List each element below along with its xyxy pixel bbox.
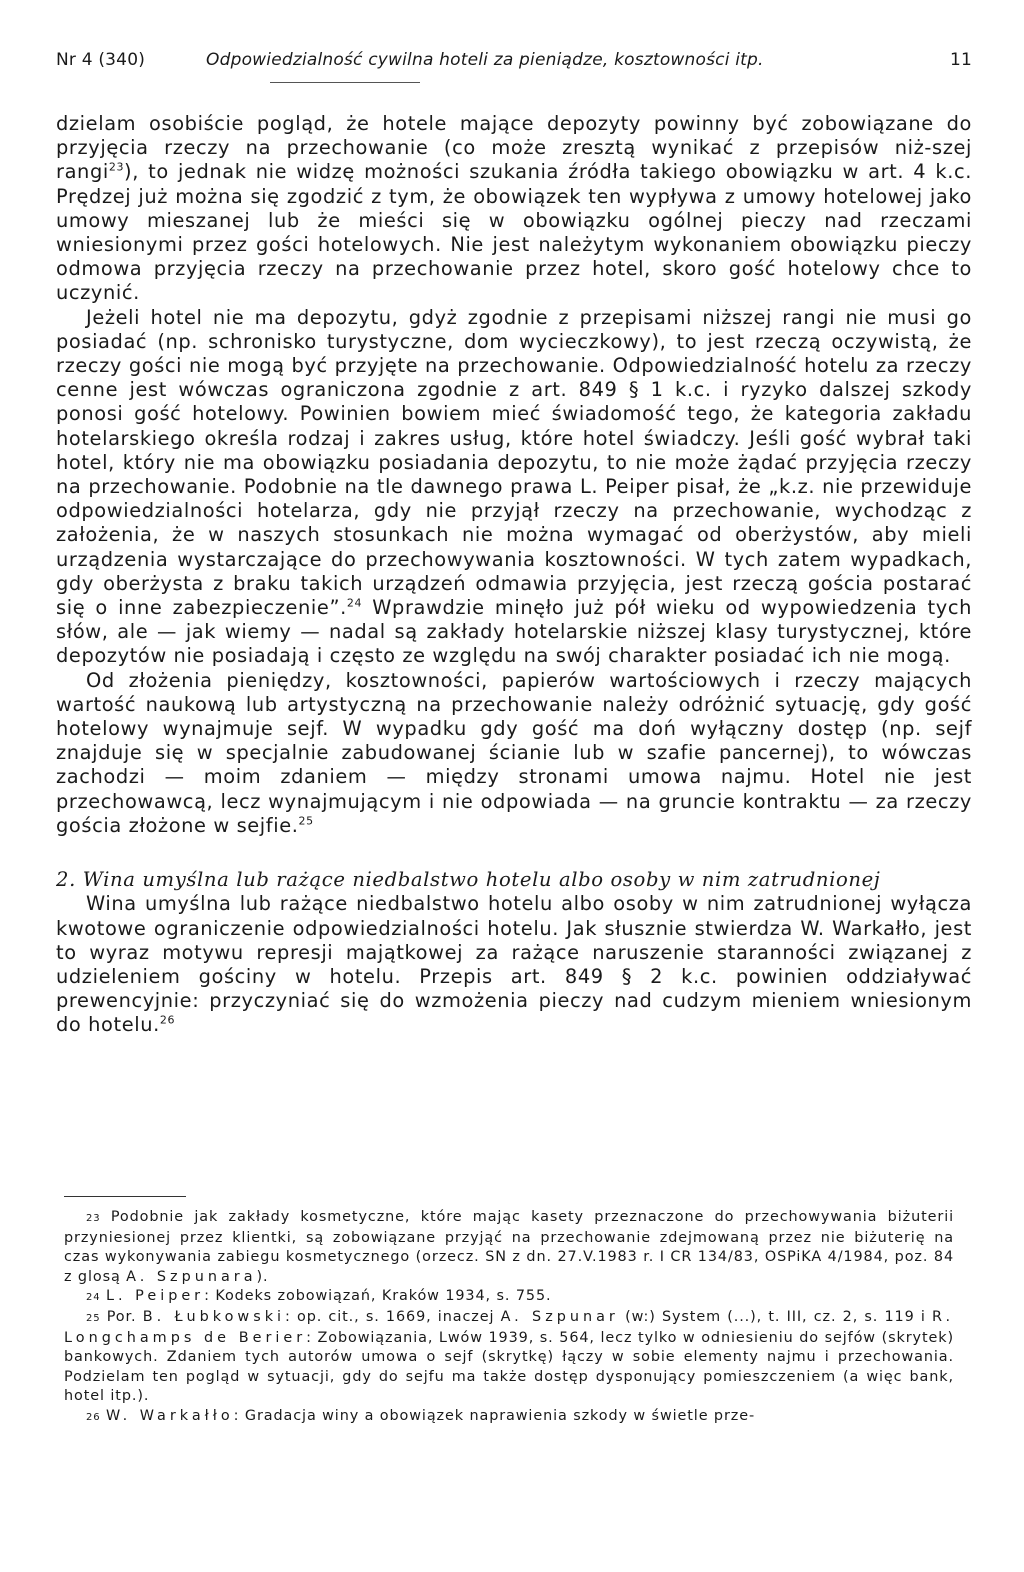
running-title: Odpowiedzialność cywilna hoteli za pieniądze, kosztowności itp. (206, 50, 764, 70)
footnote-author: A. Szpunar (500, 1308, 619, 1325)
footnote-24: 24 L. Peiper: Kodeks zobowiązań, Kraków 1934, s. 755. (86, 1288, 552, 1305)
footnote-author: B. Łubkowski (142, 1308, 286, 1325)
footnote-25: 25 Por. B. Łubkowski: op. cit., s. 1669, inaczej A. Szpunar (w:) System (...), t. III, cz. 2, s. 119 i R. Longchamps de Berier: Zobowiązania, Lwów 1939, s. 564, lecz tylko w odniesieniu do sejfów (skrytek) bankowych. Zdaniem tych autorów umowa o sejf (skrytkę) łączy w sobie elementy najmu i przechowania. Podzielam ten pogląd w sytuacji, gdy do sejfu ma także dostęp dysponujący pomieszczeniem (a więc bank, hotel itp.). (64, 1308, 955, 1405)
paragraph: Od złożenia pieniędzy, kosztowności, papierów wartościowych i rzeczy mających wartość naukową lub artystyczną na przechowanie należy odróżnić sytuację, gdy gość hotelowy wynajmuje sejf. W wypadku gdy gość ma doń wyłączny dostęp (np. sejf znajduje się w specjalnie zabudowanej ścianie lub w szafie pancernej), to wówczas zachodzi — moim zdaniem — między stronami umowa najmu. Hotel nie jest przechowawcą, lecz wynajmującym i nie odpowiada — na gruncie kontraktu — za rzeczy gościa złożone w sejfie.$^{25}$ (56, 668, 972, 837)
footnote-author: W. Warkałło (106, 1407, 234, 1424)
footnote-ref[interactable]: 24 (346, 596, 363, 610)
footnote-author: L. Peiper (106, 1288, 205, 1305)
main-text (56, 112, 972, 1038)
header-rule (270, 82, 420, 83)
issue-number: Nr 4 (340) (56, 50, 146, 70)
page-number: 11 (949, 50, 972, 70)
paragraph: Wina umyślna lub rażące niedbalstwo hotelu albo osoby w nim zatrudnionej wyłącza kwotowe ograniczenie odpowiedzialności hotelu. Jak słusznie stwierdza W. Warkałło, jest to wyraz motywu represji majątkowej za rażące naruszenie staranności związanej z udzieleniem gościny w hotelu. Przepis art. 849 § 2 k.c. powinien oddziaływać prewencyjnie: przyczyniać się do wzmożenia pieczy nad cudzym mieniem wniesionym do hotelu.$^{26}$ (56, 892, 972, 1037)
footnote-rule (64, 1196, 186, 1197)
footnote-author: A. Szpunara (126, 1268, 257, 1285)
footnote-ref[interactable]: 26 (159, 1013, 176, 1027)
footnote-26: 26 W. Warkałło: Gradacja winy a obowiązek naprawienia szkody w świetle prze- (86, 1407, 756, 1424)
footnote-author: R. Longchamps de Berier (64, 1308, 955, 1346)
footnote-ref[interactable]: 23 (108, 160, 125, 174)
paragraph: dzielam osobiście pogląd, że hotele mające depozyty powinny być zobowiązane do przyjęcia rzeczy na przechowanie (co może zresztą wynikać z przepisów niż-szej rangi$^{23}$), to jednak nie widzę możności szukania źródła takiego obowiązku w art. 4 k.c. Prędzej już można się zgodzić z tym, że obowiązek ten wypływa z umowy hotelowej jako umowy mieszanej lub że mieści się w obowiązku ogólnej pieczy nad rzeczami wniesionymi przez gości hotelowych. Nie jest należytym wykonaniem obowiązku pieczy odmowa przyjęcia rzeczy na przechowanie przez hotel, skoro gość hotelowy chce to uczynić. (56, 112, 972, 305)
paragraph: Jeżeli hotel nie ma depozytu, gdyż zgodnie z przepisami niższej rangi nie musi go posiadać (np. schronisko turystyczne, dom wycieczkowy), to jest rzeczą oczywistą, że rzeczy gości nie mogą być przyjęte na przechowanie. Odpowiedzialność hotelu za rzeczy cenne jest wówczas ograniczona zgodnie z art. 849 § 1 k.c. i ryzyko dalszej szkody ponosi gość hotelowy. Powinien bowiem mieć świadomość tego, że kategoria zakładu hotelarskiego określa rodzaj i zakres usług, które hotel świadczy. Jeśli gość wybrał taki hotel, który nie ma obowiązku posiadania depozytu, to nie może żądać przyjęcia rzeczy na przechowanie. Podobnie na tle dawnego prawa L. Peiper pisał, że „k.z. nie przewiduje odpowiedzialności hotelarza, gdy nie przyjął rzeczy na przechowanie, wychodząc z założenia, że w naszych stosunkach nie można wymagać od oberżystów, aby mieli urządzenia wystarczające do przechowywania kosztowności. W tych zatem wypadkach, gdy oberżysta z braku takich urządzeń odmawia przyjęcia, jest rzeczą gościa postarać się o inne zabezpieczenie”.$^{24}$ Wprawdzie minęło już pół wieku od wypowiedzenia tych słów, ale — jak wiemy — nadal są zakłady hotelarskie niższej klasy turystycznej, które depozytów nie posiadają i często ze względu na swój charakter posiadać ich nie mogą. (56, 305, 972, 668)
page-header (56, 50, 972, 76)
footnote-23: 23 Podobnie jak zakłady kosmetyczne, które mając kasety przeznaczone do przechowywania biżuterii przyniesionej przez klientki, są zobowiązane przyjąć na przechowanie zdejmowaną przez nie biżuterię na czas wykonywania zabiegu kosmetycznego (orzecz. SN z dn. 27.V.1983 r. I CR 134/83, OSPiKA 4/1984, poz. 84 z glosą A. Szpunara). (64, 1209, 954, 1285)
footnotes (64, 1208, 954, 1428)
footnote-ref[interactable]: 25 (298, 814, 314, 828)
section-heading: 2. Wina umyślna lub rażące niedbalstwo hotelu albo osoby w nim zatrudnionej (56, 868, 881, 892)
